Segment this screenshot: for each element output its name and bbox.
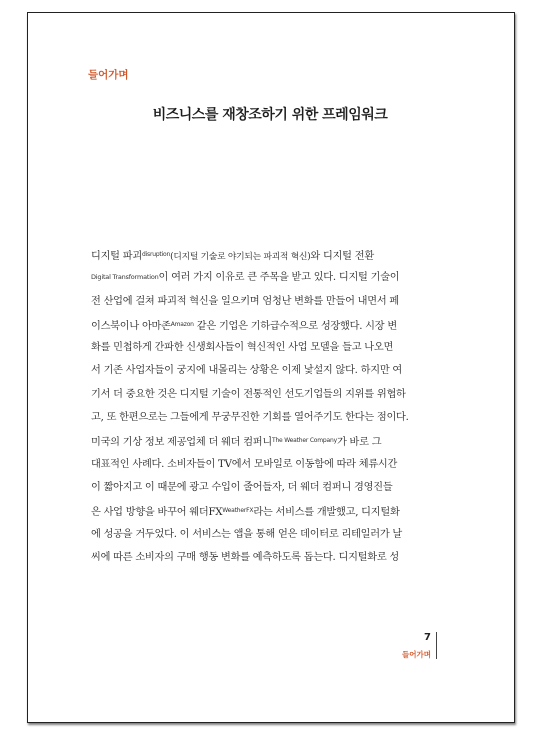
folio-divider xyxy=(436,632,437,659)
body-line xyxy=(91,266,437,289)
parenthetical-note: (디지털 기술로 야기되는 파괴적 혁신) xyxy=(170,252,311,262)
body-line xyxy=(91,499,437,522)
english-annotation: The Weather Company xyxy=(271,437,337,445)
body-text-segment: 미국의 기상 정보 제공업체 더 웨더 컴퍼니 xyxy=(91,437,272,449)
body-text-segment: 라는 서비스를 개발했고, 디지털화 xyxy=(253,507,400,519)
chapter-title: 비즈니스를 재창조하기 위한 프레임워크 xyxy=(152,107,388,123)
body-text-segment: 전 산업에 걸쳐 파괴적 혁신을 일으키며 엄청난 변화를 만들어 내면서 페 xyxy=(91,295,400,307)
body-text-segment: 디지털 파괴 xyxy=(91,251,142,262)
folio-section-label: 들어가며 xyxy=(402,650,431,659)
body-line xyxy=(91,359,437,382)
english-annotation: WeatherFX xyxy=(222,507,254,515)
body-text-segment: 고, 또 한편으로는 그들에게 무궁무진한 기회를 열어주기도 한다는 점이다. xyxy=(91,412,409,424)
body-text-segment: 은 사업 방향을 바꾸어 웨더FX xyxy=(91,507,223,519)
body-line xyxy=(91,546,437,569)
body-text-segment: 이 짧아지고 이 때문에 광고 수입이 줄어들자, 더 웨더 컴퍼니 경영진들 xyxy=(91,481,393,493)
body-text-segment: 가 바로 그 xyxy=(336,437,382,449)
english-annotation: Digital Transformation xyxy=(91,273,159,282)
body-text-segment: 화를 민첩하게 간파한 신생회사들이 혁신적인 사업 모델을 들고 나오면 xyxy=(91,342,394,354)
body-text-segment: 이 여러 가지 이유로 큰 주목을 받고 있다. 디지털 기술이 xyxy=(158,272,400,284)
body-line xyxy=(91,383,437,406)
body-line xyxy=(91,336,437,359)
body-text xyxy=(91,243,437,569)
page-number: 7 xyxy=(424,632,431,643)
body-text-segment: 씨에 따른 소비자의 구매 행동 변화를 예측하도록 돕는다. 디지털화로 성 xyxy=(91,551,400,563)
body-line xyxy=(91,523,437,546)
english-annotation: Amazon xyxy=(170,320,194,328)
body-line xyxy=(91,476,437,499)
body-text-segment: 와 디지털 전환 xyxy=(310,251,374,262)
body-line xyxy=(91,290,437,313)
body-line xyxy=(91,429,437,452)
body-text-segment: 기서 더 중요한 것은 디지털 기술이 전통적인 선도기업들의 지위를 위협하 xyxy=(91,388,406,400)
body-line xyxy=(91,453,437,476)
body-text-segment: 서 기존 사업자들이 궁지에 내몰리는 상황은 이제 낯설지 않다. 하지만 여 xyxy=(91,365,403,377)
body-line xyxy=(91,406,437,429)
body-text-segment: 에 성공을 거두었다. 이 서비스는 앱을 통해 얻은 데이터로 리테일러가 날 xyxy=(91,528,403,540)
body-line xyxy=(91,313,437,336)
body-text-segment: 이스북이나 아마존 xyxy=(91,320,171,332)
section-label: 들어가며 xyxy=(88,69,129,81)
english-annotation: disruption xyxy=(141,251,171,258)
body-text-segment: 대표적인 사례다. 소비자들이 TV에서 모바일로 이동함에 따라 체류시간 xyxy=(91,458,398,470)
body-text-segment: 같은 기업은 기하급수적으로 성장했다. 시장 변 xyxy=(193,320,397,332)
body-line xyxy=(91,243,437,266)
